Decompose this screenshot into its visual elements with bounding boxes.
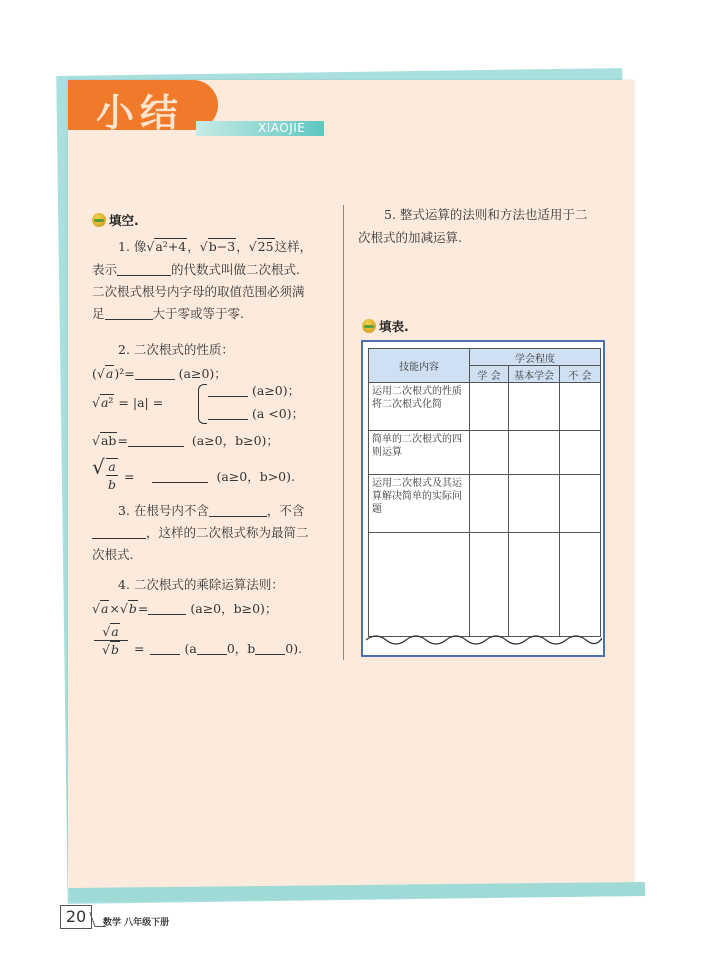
blank-11[interactable] <box>150 642 180 655</box>
pencil-icon <box>362 319 376 333</box>
fill-blank-heading: 填空. <box>92 211 139 229</box>
skills-table <box>368 348 601 637</box>
subcol-basic: 基本学会 <box>509 366 560 383</box>
blank-9[interactable] <box>92 526 146 539</box>
q2-case-2: (a <0)； <box>208 405 304 423</box>
table-cell[interactable] <box>369 533 470 637</box>
blank-12[interactable] <box>197 642 227 655</box>
q1-line4: 足 大于零或等于零. <box>92 306 244 321</box>
blank-7[interactable] <box>152 470 208 483</box>
q2-case-1: (a≥0)； <box>208 382 300 400</box>
table-cell[interactable] <box>560 475 601 533</box>
q1-line1: 1. 像√a²+4，√b−3，√25这样， <box>118 239 313 254</box>
table-row: 运用二次根式的性质将二次根式化简 <box>369 383 470 431</box>
q5-line2: 次根式的加减运算. <box>358 230 462 245</box>
col-group-header: 学会程度 <box>470 349 601 366</box>
blank-5[interactable] <box>208 407 248 420</box>
subcol-learned: 学 会 <box>470 366 509 383</box>
torn-edge <box>366 630 602 650</box>
column-divider <box>343 205 344 660</box>
table-cell[interactable] <box>560 383 601 431</box>
table-row: 简单的二次根式的四则运算 <box>369 431 470 475</box>
q2-formula-4-radical: √ <box>92 455 105 479</box>
table-cell[interactable] <box>509 533 560 637</box>
col-skill-header: 技能内容 <box>369 349 470 383</box>
blank-1[interactable] <box>117 263 171 276</box>
q3-line2: ，这样的二次根式称为最简二 <box>92 524 309 542</box>
fill-table-heading: 填表. <box>362 317 409 335</box>
table-cell[interactable] <box>509 383 560 431</box>
blank-3[interactable] <box>135 367 175 380</box>
section-title: 小结 <box>96 91 185 135</box>
q2-formula-4-frac: a b <box>107 459 116 492</box>
blank-4[interactable] <box>208 384 248 397</box>
q5-line1: 5. 整式运算的法则和方法也适用于二 <box>384 207 588 222</box>
table-cell[interactable] <box>509 431 560 475</box>
table-cell[interactable] <box>470 533 509 637</box>
q4-title: 4. 二次根式的乘除运算法则： <box>118 577 284 592</box>
blank-8[interactable] <box>209 504 267 517</box>
table-row: 运用二次根式及其运算解决简单的实际问题 <box>369 475 470 533</box>
blank-13[interactable] <box>255 642 285 655</box>
q4-formula-2: = (a 0，b 0). <box>134 641 303 656</box>
q1-line3: 二次根式根号内字母的取值范围必须满 <box>92 284 305 299</box>
q3-line1: 3. 在根号内不含 ，不含 <box>118 503 305 518</box>
q2-title: 2. 二次根式的性质： <box>118 342 234 357</box>
blank-10[interactable] <box>148 602 186 615</box>
table-cell[interactable] <box>560 533 601 637</box>
q3-line3: 次根式. <box>92 547 134 562</box>
book-title: 数学 八年级下册 <box>103 918 170 928</box>
subcol-not: 不 会 <box>560 366 601 383</box>
page-number: 20 <box>60 905 92 929</box>
pencil-icon <box>92 213 106 227</box>
table-cell[interactable] <box>509 475 560 533</box>
table-cell[interactable] <box>470 383 509 431</box>
q4-formula-2-frac: √a √b <box>94 624 128 657</box>
table-cell[interactable] <box>560 431 601 475</box>
q2-formula-2: √a² = |a| = <box>92 395 164 410</box>
brace <box>198 384 207 424</box>
table-cell[interactable] <box>470 431 509 475</box>
section-pinyin: XIAOJIE <box>258 121 306 135</box>
q4-formula-1: √a×√b= (a≥0，b≥0)； <box>92 601 278 616</box>
q1-line2: 表示 的代数式叫做二次根式. <box>92 262 300 277</box>
q2-formula-4: = (a≥0，b>0). <box>124 469 295 484</box>
blank-2[interactable] <box>105 307 153 320</box>
table-cell[interactable] <box>470 475 509 533</box>
blank-6[interactable] <box>128 434 184 447</box>
q2-formula-3: √ab= (a≥0，b≥0)； <box>92 433 279 448</box>
q2-formula-1: (√a)²= (a≥0)； <box>92 366 227 381</box>
